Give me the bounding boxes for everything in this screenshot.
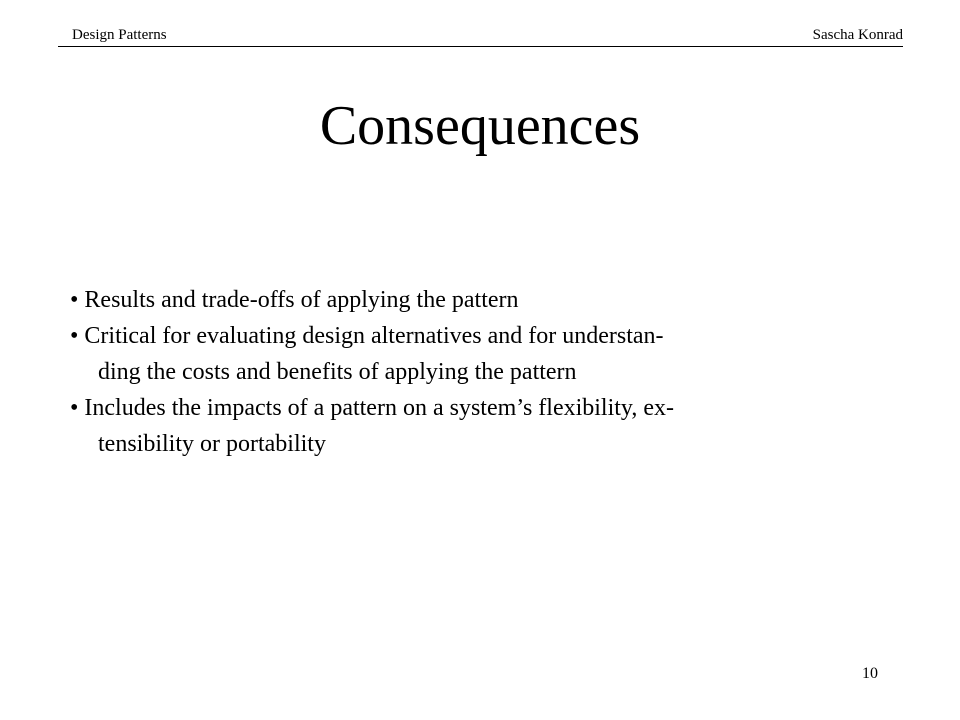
header-author: Sascha Konrad: [812, 27, 903, 43]
bullet-text: • Critical for evaluating design alternatives and for understan-: [70, 323, 664, 349]
bullet-item: [70, 318, 900, 390]
page-number: 10: [862, 665, 878, 682]
bullet-item: [70, 390, 900, 462]
header-course-title: Design Patterns: [72, 27, 167, 43]
bullet-list: [70, 282, 900, 462]
bullet-text: • Includes the impacts of a pattern on a system’s flexibility, ex-: [70, 395, 675, 421]
bullet-text-continuation: tensibility or portability: [98, 431, 326, 457]
bullet-item: [70, 282, 900, 318]
slide-title: Consequences: [319, 95, 641, 157]
slide-header: [58, 24, 903, 47]
bullet-text-continuation: ding the costs and benefits of applying the pattern: [98, 359, 577, 385]
bullet-text: • Results and trade-offs of applying the pattern: [70, 287, 519, 313]
